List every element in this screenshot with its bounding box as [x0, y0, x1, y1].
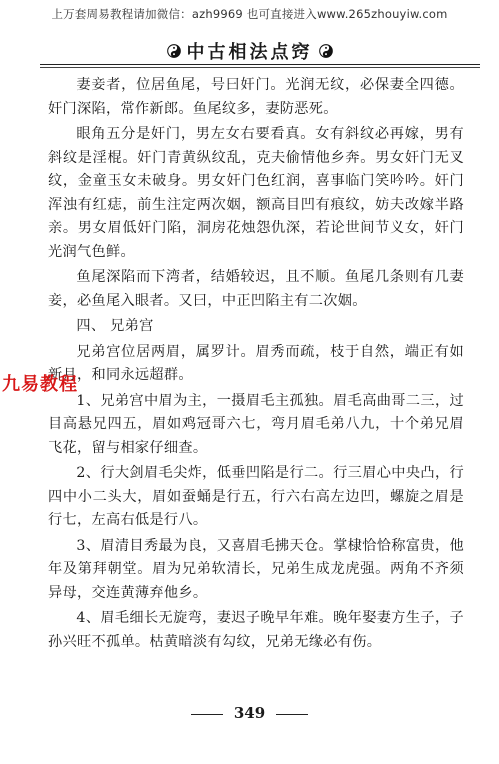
paragraph-item-1: 1、兄弟宫中眉为主，一摄眉毛主孤独。眉毛高曲哥二三，过目高悬兄四五，眉如鸡冠哥六七，弯月眉毛弟八九，十个弟兄眉飞花，留与相家仔细查。: [48, 392, 464, 456]
watermark-label: 九易教程: [2, 374, 78, 395]
paragraph-siblings-intro: 兄弟宫位居两眉，属罗计。眉秀而疏，枝于自然，端正有如新月，和同永远超群。: [48, 343, 464, 383]
yin-yang-right-icon: [319, 44, 333, 58]
paragraph-fish-tail: 鱼尾深陷而下湾者，结婚较迟，且不顺。鱼尾几条则有几妻妾，必鱼尾入眼者。又曰，中正凹陷主有二次姻。: [48, 269, 464, 309]
running-header: [0, 38, 499, 64]
page-footer: [0, 704, 499, 722]
paragraph-item-2: 2、行大剑眉毛尖炸，低垂凹陷是行二。行三眉心中央凸，行四中小二头大，眉如蚕蛹是行五，行六右高左边凹，螺旋之眉是行七，左高右低是行八。: [48, 465, 464, 528]
section-heading-siblings: 四、 兄弟宫: [76, 318, 154, 334]
footer-dash-right: [276, 714, 308, 715]
paragraph-eye-corner: 眼角五分是奸门，男左女右要看真。女有斜纹必再嫁，男有斜纹是淫棍。奸门青黄纵纹乱，克夫偷情他乡奔。男女奸门无叉纹，金童玉女未破身。男女奸门色红润，喜事临门笑吟吟。奸门浑浊有红痣，前生注定两次姻，额高目凹有痕纹，妨夫改嫁半路亲。男女眉低奸门陷，洞房花烛怨仇深，若论世间节义女，奸门光润气色鲜。: [48, 126, 464, 260]
yin-yang-left-icon: [167, 44, 181, 58]
paragraph-item-3: 3、眉清目秀最为良，又喜眉毛拂天仓。掌棣恰恰称富贵，他年及第拜朝堂。眉为兄弟软清长，兄弟生成龙虎强。两角不齐须异母，交连黄薄弃他乡。: [48, 537, 464, 601]
page-body: [48, 74, 464, 656]
header-rule-thin: [40, 67, 480, 68]
paragraph-item-4: 4、眉毛细长无旋弯，妻迟子晚早年难。晚年娶妻方生子，子孙兴旺不孤单。枯黄暗淡有勾纹，兄弟无缘必有伤。: [48, 610, 464, 650]
paragraph-wife-palace: 妻妾者，位居鱼尾，号曰奸门。光润无纹，必保妻全四德。奸门深陷，常作新郎。鱼尾纹多，妻防恶死。: [48, 77, 464, 117]
footer-dash-left: [191, 714, 223, 715]
header-title: 中古相法点窍: [186, 42, 313, 63]
page-number: 349: [233, 704, 266, 722]
header-rule: [40, 64, 480, 65]
source-banner: 上万套周易教程请加微信：azh9969 也可直接进入www.265zhouyiw.com: [51, 7, 448, 21]
